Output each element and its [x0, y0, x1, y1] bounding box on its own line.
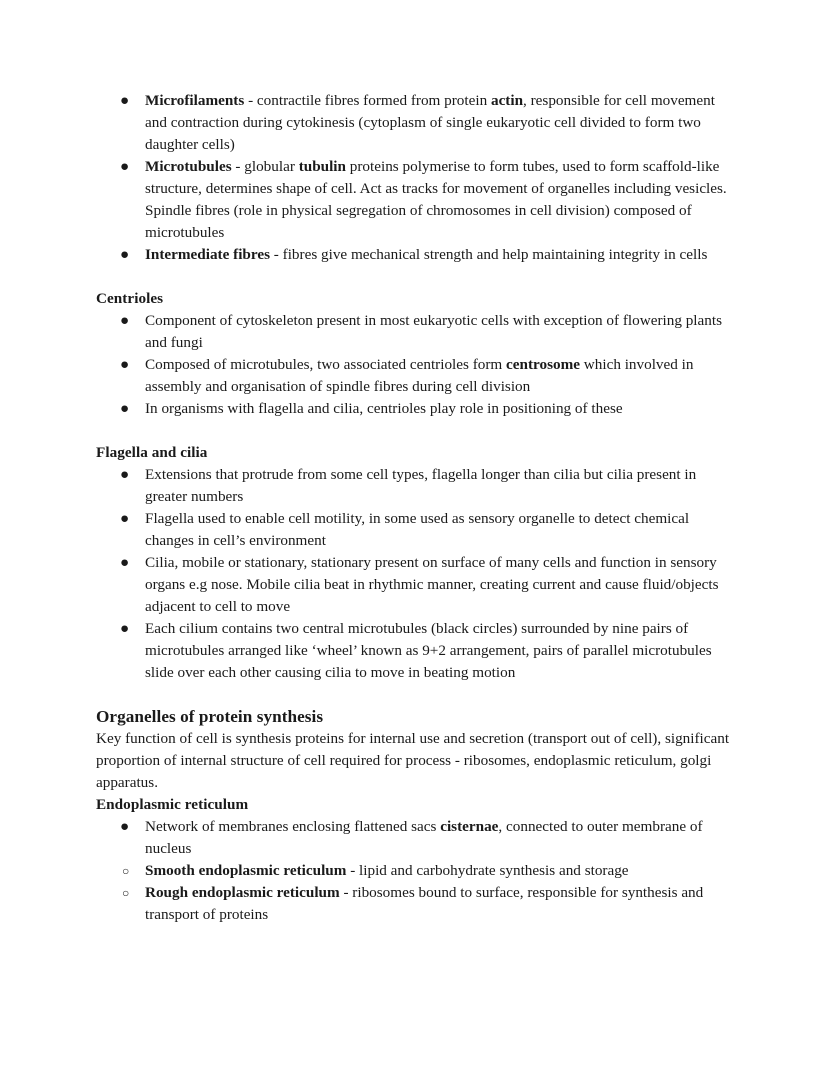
- body-text: Component of cytoskeleton present in most eukaryotic cells with exception of flowering plants and fungi: [145, 312, 722, 351]
- bullet-disc-icon: ●: [120, 554, 130, 571]
- bullet-disc-icon: ●: [120, 158, 130, 175]
- bullet-disc-icon: ●: [120, 818, 130, 835]
- list-item: [96, 310, 735, 354]
- body-text: , connected to outer membrane of nucleus: [145, 818, 703, 857]
- emphasis-text: actin: [490, 92, 524, 109]
- body-text: - ribosomes bound to surface, responsible for synthesis and transport of proteins: [145, 884, 704, 923]
- section-spacer: [96, 684, 735, 706]
- bullet-disc-icon: ●: [120, 356, 130, 373]
- section-heading: Flagella and cilia: [96, 444, 208, 461]
- bullet-list-level1: [96, 816, 735, 860]
- section-heading: Organelles of protein synthesis: [96, 707, 324, 726]
- list-item: [96, 508, 735, 552]
- bullet-hollow-icon: ○: [122, 864, 130, 878]
- emphasis-text: centrosome: [506, 356, 580, 373]
- list-item-term: Microfilaments: [145, 92, 245, 109]
- list-item-term: Intermediate fibres: [145, 246, 270, 263]
- list-item: [96, 90, 735, 156]
- section-heading: Endoplasmic reticulum: [96, 796, 249, 813]
- body-text: - lipid and carbohydrate synthesis and storage: [346, 862, 629, 879]
- section-heading: Centrioles: [96, 290, 164, 307]
- emphasis-text: tubulin: [298, 158, 346, 175]
- body-text: proteins polymerise to form tubes, used to form scaffold-like structure, determines shape of cell. Act as tracks for movement of organelles including vesicles. Spindle fibres (role in physical segregation of chromosomes in cell division) composed of microtubules: [145, 158, 727, 241]
- body-text: Network of membranes enclosing flattened sacs: [145, 818, 441, 835]
- bullet-list-level1: [96, 464, 735, 684]
- bullet-disc-icon: ●: [120, 92, 130, 109]
- list-item-term: Rough endoplasmic reticulum: [145, 884, 340, 901]
- body-text: Extensions that protrude from some cell types, flagella longer than cilia but cilia present in greater numbers: [145, 466, 697, 505]
- paragraph: [96, 728, 735, 794]
- body-text: which involved in assembly and organisation of spindle fibres during cell division: [145, 356, 694, 395]
- bullet-disc-icon: ●: [120, 510, 130, 527]
- list-item: [96, 860, 735, 882]
- list-item: [96, 156, 735, 244]
- list-item: [96, 398, 735, 420]
- body-text: - globular: [231, 158, 299, 175]
- body-text: - fibres give mechanical strength and help maintaining integrity in cells: [270, 246, 708, 263]
- bullet-disc-icon: ●: [120, 400, 130, 417]
- body-text: Each cilium contains two central microtubules (black circles) surrounded by nine pairs of microtubules arranged like ‘wheel’ known as 9+2 arrangement, pairs of parallel microtubules slide over each other causing cilia to move in beating motion: [145, 620, 712, 681]
- list-item: [96, 354, 735, 398]
- section-spacer: [96, 266, 735, 288]
- list-item-term: Smooth endoplasmic reticulum: [145, 862, 347, 879]
- body-text: Composed of microtubules, two associated centrioles form: [145, 356, 507, 373]
- document-body: [96, 90, 735, 926]
- bullet-disc-icon: ●: [120, 312, 130, 329]
- body-text: Cilia, mobile or stationary, stationary present on surface of many cells and function in sensory organs e.g nose. Mobile cilia beat in rhythmic manner, creating current and cause fluid/objects adjacent to cell to move: [145, 554, 719, 615]
- list-item: [96, 618, 735, 684]
- body-text: In organisms with flagella and cilia, centrioles play role in positioning of these: [145, 400, 623, 417]
- list-item: [96, 882, 735, 926]
- list-item-term: Microtubules: [145, 158, 232, 175]
- body-text: , responsible for cell movement and contraction during cytokinesis (cytoplasm of single eukaryotic cell divided to form two daughter cells): [145, 92, 715, 153]
- bullet-list-level1: [96, 90, 735, 266]
- bullet-disc-icon: ●: [120, 620, 130, 637]
- list-item: [96, 816, 735, 860]
- bullet-disc-icon: ●: [120, 466, 130, 483]
- emphasis-text: cisternae: [440, 818, 499, 835]
- bullet-list-level1: [96, 310, 735, 420]
- body-text: Flagella used to enable cell motility, in some used as sensory organelle to detect chemical changes in cell’s environment: [145, 510, 690, 549]
- bullet-disc-icon: ●: [120, 246, 130, 263]
- list-item: [96, 552, 735, 618]
- body-text: - contractile fibres formed from protein: [244, 92, 491, 109]
- body-text: Key function of cell is synthesis proteins for internal use and secretion (transport out of cell), significant proportion of internal structure of cell required for process - ribosomes, endoplasmic reticulum, golgi apparatus.: [96, 730, 730, 791]
- section-spacer: [96, 420, 735, 442]
- bullet-hollow-icon: ○: [122, 886, 130, 900]
- bullet-list-level2: [96, 860, 735, 926]
- list-item: [96, 464, 735, 508]
- list-item: [96, 244, 735, 266]
